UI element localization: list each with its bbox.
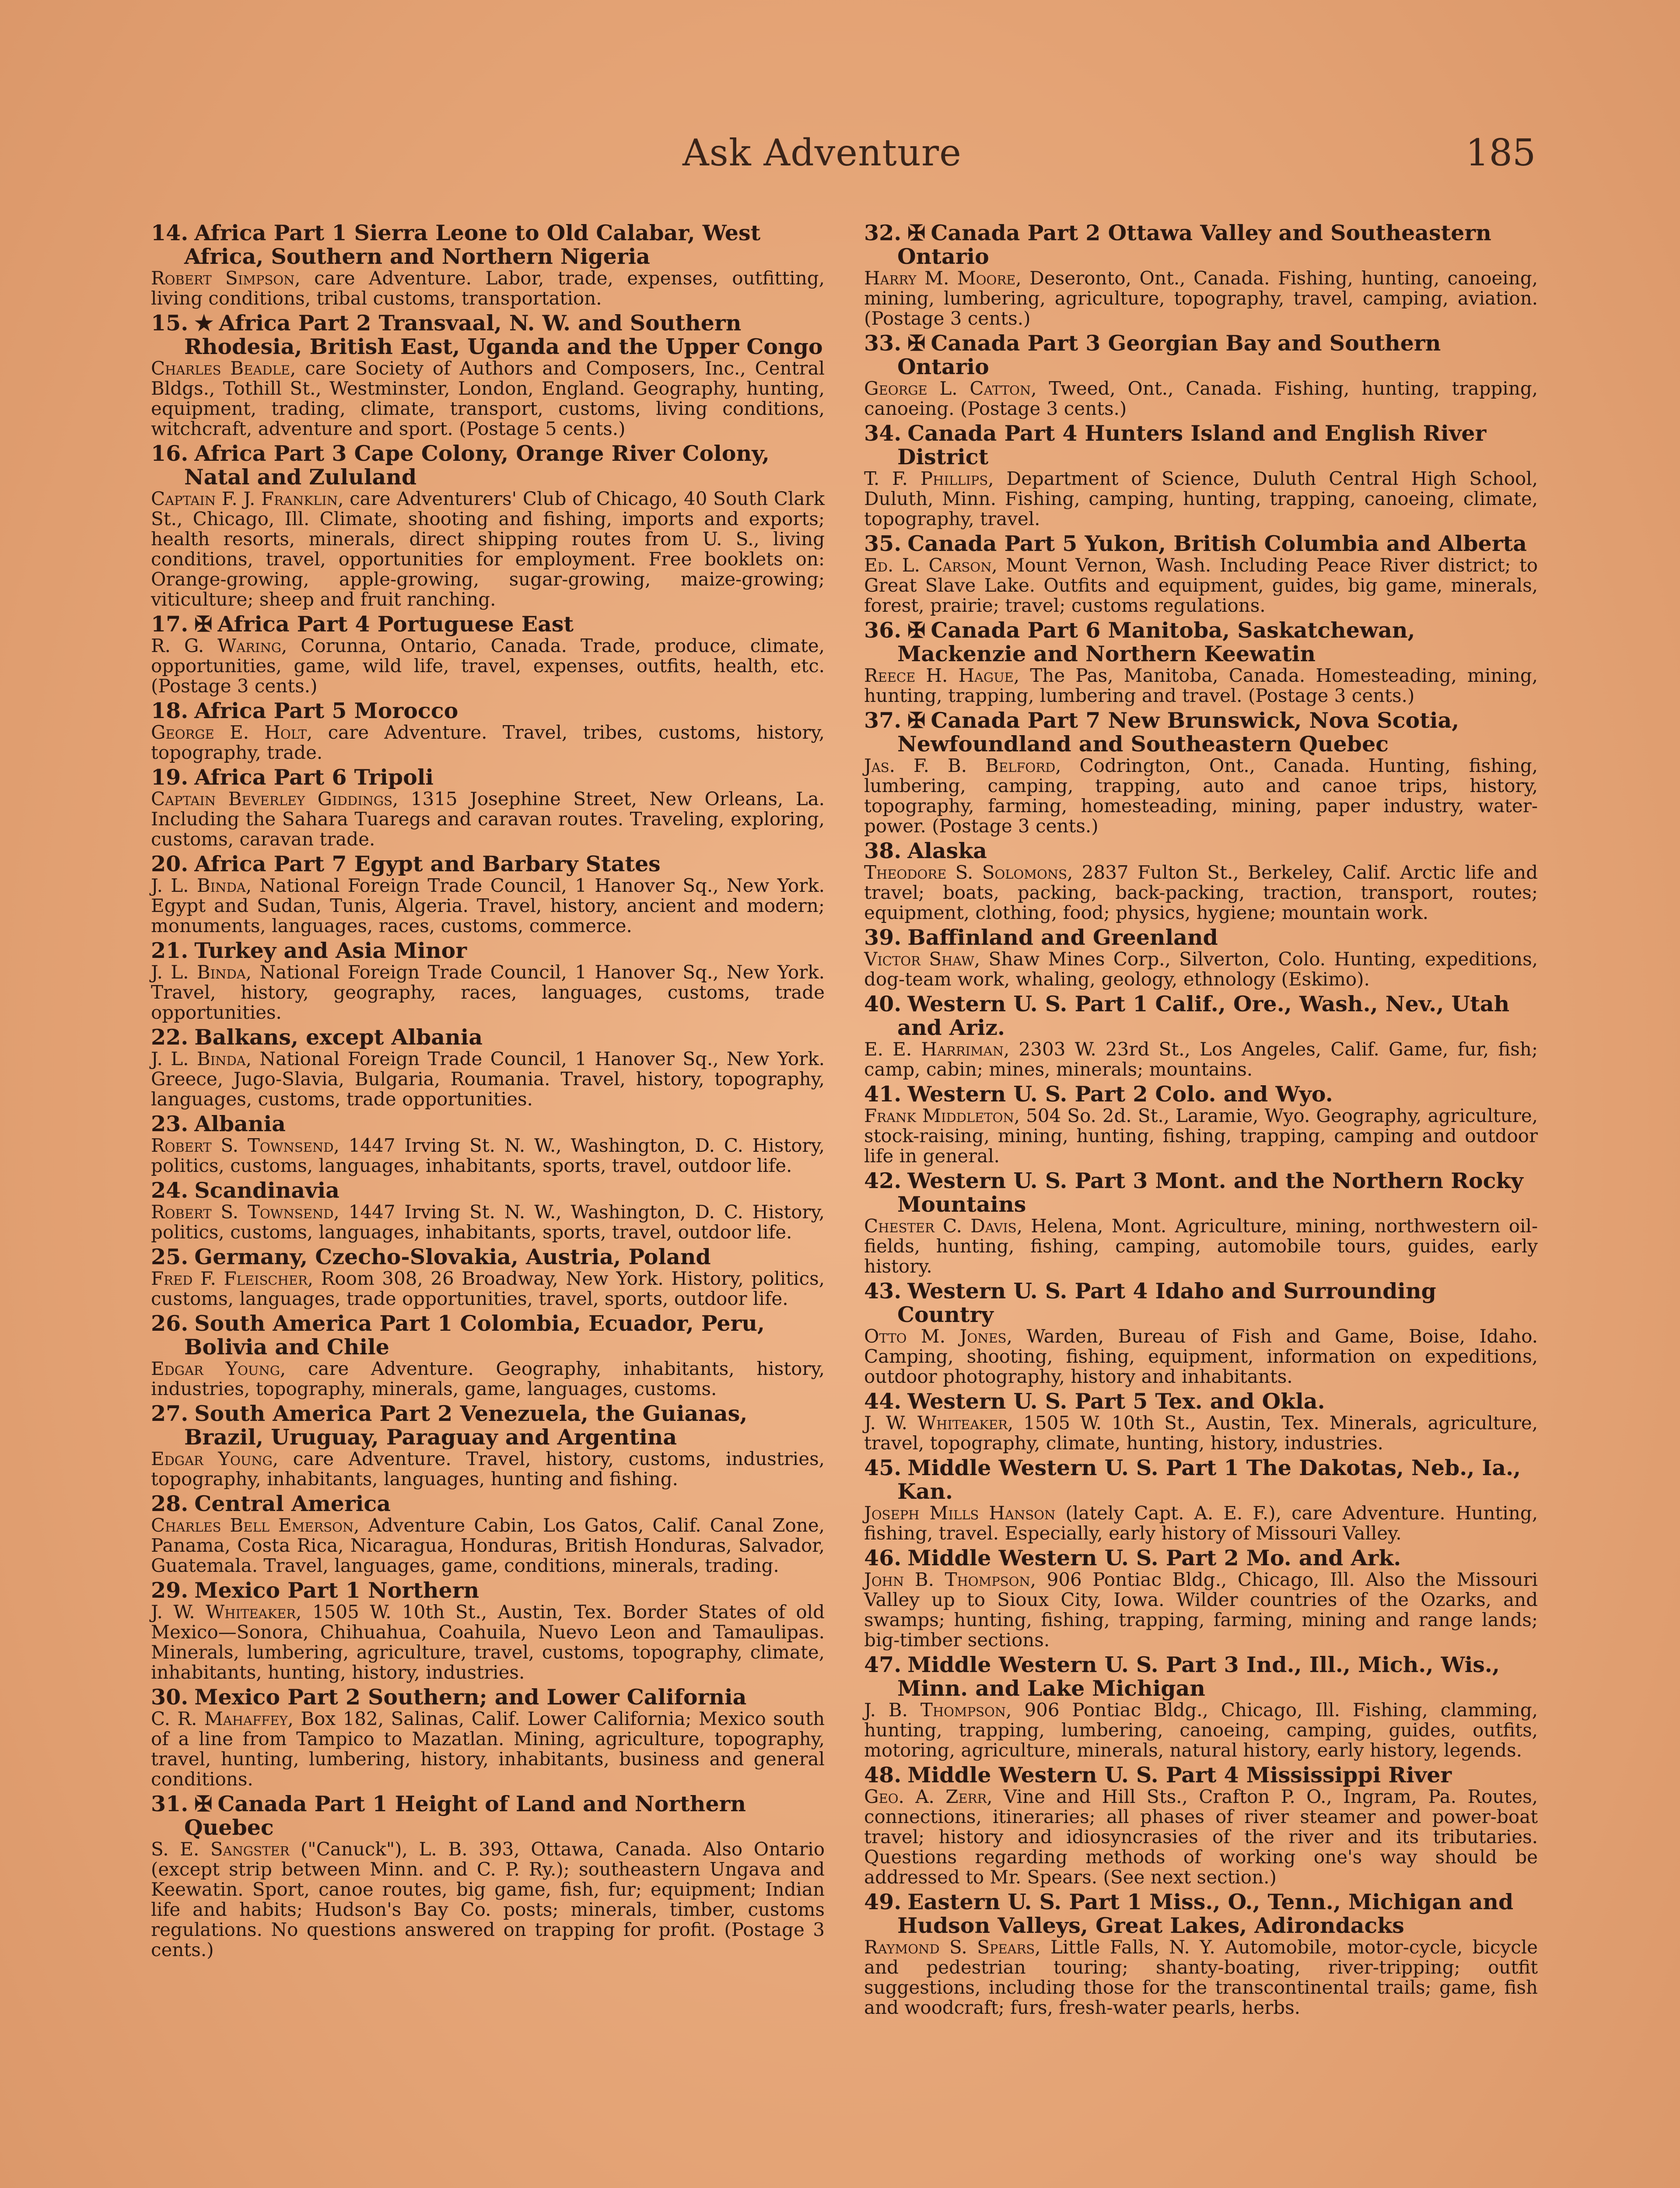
entry-title: Eastern U. S. Part 1 Miss., O., Tenn., Michigan and Hudson Valleys, Great Lakes, Adirondacks	[897, 1889, 1514, 1938]
entry-title: Africa Part 1 Sierra Leone to Old Calabar, West Africa, Southern and Northern Nigeria	[184, 220, 761, 269]
entry-title: Alaska	[907, 838, 987, 863]
entry-title: Turkey and Asia Minor	[194, 938, 467, 963]
entry-contact-name: J. W. Whiteaker	[151, 1601, 296, 1623]
entry-title: Africa Part 5 Morocco	[194, 698, 458, 723]
entry-description: , care Adventure. Geography, inhabitants, history, industries, topography, minerals, game, languages, customs.	[151, 1358, 825, 1399]
two-column-listing	[151, 221, 1538, 2188]
entry-body	[151, 1602, 825, 1683]
entry-body	[151, 1709, 825, 1789]
entry-contact-name: Robert S. Townsend	[151, 1201, 334, 1223]
entry-title: Baffinland and Greenland	[907, 925, 1218, 950]
entry-body	[151, 1839, 825, 1960]
entry-description: , care Adventure. Travel, tribes, customs, history, topography, trade.	[151, 722, 825, 763]
entry-contact-name: Raymond S. Spears	[864, 1936, 1035, 1958]
entry-heading	[151, 1178, 825, 1202]
entry-title: Canada Part 7 New Brunswick, Nova Scotia, Newfoundland and Southeastern Quebec	[897, 708, 1460, 757]
entry-description: , 1447 Irving St. N. W., Washington, D. C. History, politics, customs, languages, inhabitants, sports, travel, outdoor life.	[151, 1201, 825, 1243]
entry-heading	[864, 1456, 1538, 1503]
entry-number: 24.	[151, 1178, 189, 1203]
cross-icon: ✠	[907, 330, 926, 356]
entry-contact-name: J. L. Binda	[151, 875, 246, 896]
entry-title: Western U. S. Part 1 Calif., Ore., Wash., Nev., Utah and Ariz.	[897, 991, 1510, 1040]
entry-description: , National Foreign Trade Council, 1 Hanover Sq., New York. Egypt and Sudan, Tunis, Algeria. Travel, history, ancient and modern; monuments, languages, races, customs, commerce.	[151, 875, 825, 936]
entry-description: (lately Capt. A. E. F.), care Adventure. Hunting, fishing, travel. Especially, early history of Missouri Valley.	[864, 1502, 1538, 1544]
entry-number: 27.	[151, 1401, 189, 1426]
listing-entry	[151, 765, 825, 849]
entry-number: 25.	[151, 1244, 189, 1269]
entry-description: , Warden, Bureau of Fish and Game, Boise, Idaho. Camping, shooting, fishing, equipment, information on expeditions, outdoor photography, history and inhabitants.	[864, 1325, 1538, 1387]
entry-description: , Vine and Hill Sts., Crafton P. O., Ingram, Pa. Routes, connections, itineraries; all phases of river steamer and power-boat travel; history and idiosyncrasies of the river and its tributaries. Questions regarding methods of working one's way should be addressed to Mr. Spears. (See next section.)	[864, 1786, 1538, 1888]
entry-number: 29.	[151, 1578, 189, 1603]
listing-entry	[151, 1792, 825, 1960]
entry-title: Western U. S. Part 2 Colo. and Wyo.	[907, 1081, 1333, 1107]
entry-contact-name: Edgar Young	[151, 1358, 280, 1379]
entry-description: , Little Falls, N. Y. Automobile, motor-cycle, bicycle and pedestrian touring; shanty-boating, river-tripping; outfit suggestions, including those for the transcontinental trails; game, fish and woodcraft; furs, fresh-water pearls, herbs.	[864, 1936, 1538, 2018]
entry-number: 35.	[864, 531, 902, 556]
entry-body	[864, 469, 1538, 529]
entry-contact-name: Frank Middleton	[864, 1105, 1014, 1126]
entry-contact-name: Edgar Young	[151, 1448, 273, 1469]
page-header	[0, 131, 1680, 193]
entry-heading	[864, 1279, 1538, 1326]
listing-entry	[151, 1245, 825, 1309]
entry-title: Canada Part 4 Hunters Island and English River District	[897, 421, 1487, 470]
listing-entry	[864, 331, 1538, 419]
entry-body	[151, 722, 825, 763]
listing-entry	[151, 612, 825, 696]
entry-contact-name: R. G. Waring	[151, 635, 281, 656]
entry-title: South America Part 2 Venezuela, the Guianas, Brazil, Uruguay, Paraguay and Argentina	[184, 1401, 748, 1450]
entry-heading	[151, 852, 825, 876]
entry-title: Africa Part 3 Cape Colony, Orange River Colony, Natal and Zululand	[184, 441, 770, 490]
entry-description: , 1505 W. 10th St., Austin, Tex. Border States of old Mexico—Sonora, Chihuahua, Coahuila, Nuevo Leon and Tamaulipas. Minerals, lumbering, agriculture, travel, customs, topography, climate, inhabitants, hunting, history, industries.	[151, 1601, 825, 1683]
entry-description: , Codrington, Ont., Canada. Hunting, fishing, lumbering, camping, trapping, auto and canoe trips, history, topography, farming, homesteading, mining, paper industry, water-power. (Postage 3 cents.)	[864, 755, 1538, 837]
entry-number: 33.	[864, 330, 902, 356]
entry-body	[864, 268, 1538, 329]
entry-number: 15.	[151, 310, 189, 336]
entry-body	[864, 666, 1538, 706]
left-column	[151, 221, 825, 2188]
listing-entry	[864, 1389, 1538, 1453]
entry-description: , Box 182, Salinas, Calif. Lower California; Mexico south of a line from Tampico to Mazatlan. Mining, agriculture, topography, travel, hunting, lumbering, history, inhabitants, business and general conditions.	[151, 1708, 825, 1790]
entry-body	[151, 1049, 825, 1109]
entry-title: Africa Part 6 Tripoli	[194, 764, 434, 790]
listing-entry	[151, 939, 825, 1023]
entry-number: 19.	[151, 764, 189, 790]
entry-title: Middle Western U. S. Part 1 The Dakotas, Neb., Ia., Kan.	[897, 1455, 1521, 1504]
entry-body	[864, 1787, 1538, 1887]
entry-body	[864, 1106, 1538, 1166]
entry-title: Western U. S. Part 3 Mont. and the Northern Rocky Mountains	[897, 1168, 1523, 1217]
entry-contact-name: Captain Beverley Giddings	[151, 788, 392, 810]
entry-title: Western U. S. Part 4 Idaho and Surrounding Country	[897, 1278, 1436, 1327]
entry-number: 36.	[864, 617, 902, 643]
entry-contact-name: Reece H. Hague	[864, 665, 1014, 686]
entry-body	[864, 863, 1538, 923]
entry-contact-name: George E. Holt	[151, 722, 307, 743]
entry-title: Canada Part 6 Manitoba, Saskatchewan, Mackenzie and Northern Keewatin	[897, 617, 1415, 666]
entry-body	[151, 1136, 825, 1176]
entry-contact-name: John B. Thompson	[864, 1569, 1030, 1590]
entry-heading	[864, 926, 1538, 949]
entry-description: , care Adventure. Travel, history, customs, industries, topography, inhabitants, languages, hunting and fishing.	[151, 1448, 825, 1490]
listing-entry	[151, 1685, 825, 1789]
entry-contact-name: J. B. Thompson	[864, 1699, 1006, 1721]
entry-body	[864, 1326, 1538, 1387]
entry-contact-name: C. R. Mahaffey	[151, 1708, 288, 1729]
entry-description: , Corunna, Ontario, Canada. Trade, produce, climate, opportunities, game, wild life, travel, expenses, outfits, health, etc. (Postage 3 cents.)	[151, 635, 825, 697]
entry-title: South America Part 1 Colombia, Ecuador, Peru, Bolivia and Chile	[184, 1311, 765, 1360]
running-title: Ask Adventure	[682, 131, 962, 174]
entry-heading	[864, 1546, 1538, 1570]
entry-contact-name: E. E. Harriman	[864, 1038, 1004, 1060]
entry-number: 47.	[864, 1652, 902, 1677]
entry-heading	[864, 221, 1538, 268]
entry-number: 18.	[151, 698, 189, 723]
entry-title: Canada Part 5 Yukon, British Columbia and Alberta	[907, 531, 1527, 556]
entry-number: 41.	[864, 1081, 902, 1107]
page-number: 185	[1466, 131, 1536, 174]
entry-number: 22.	[151, 1024, 189, 1050]
entry-title: Canada Part 2 Ottawa Valley and Southeastern Ontario	[897, 220, 1491, 269]
entry-description: , National Foreign Trade Council, 1 Hanover Sq., New York. Greece, Jugo-Slavia, Bulgaria, Roumania. Travel, history, topography, languages, customs, trade opportunities.	[151, 1048, 825, 1110]
entry-contact-name: Fred F. Fleischer	[151, 1268, 308, 1289]
entry-number: 45.	[864, 1455, 902, 1480]
entry-number: 48.	[864, 1762, 902, 1788]
entry-title: Middle Western U. S. Part 4 Mississippi River	[907, 1762, 1452, 1788]
entry-heading	[151, 1492, 825, 1515]
entry-number: 28.	[151, 1491, 189, 1516]
entry-title: Scandinavia	[194, 1178, 340, 1203]
entry-heading	[864, 1890, 1538, 1937]
entry-number: 14.	[151, 220, 189, 245]
listing-entry	[864, 992, 1538, 1080]
entry-heading	[864, 1653, 1538, 1700]
entry-number: 49.	[864, 1889, 902, 1914]
entry-description: , 2303 W. 23rd St., Los Angeles, Calif. Game, fur, fish; camp, cabin; mines, minerals; mountains.	[864, 1038, 1538, 1080]
entry-contact-name: Theodore S. Solomons	[864, 862, 1067, 883]
entry-heading	[151, 442, 825, 489]
entry-heading	[151, 1685, 825, 1709]
entry-contact-name: J. W. Whiteaker	[864, 1412, 1008, 1434]
listing-entry	[864, 1279, 1538, 1387]
entry-number: 23.	[151, 1111, 189, 1136]
entry-title: Africa Part 2 Transvaal, N. W. and Southern Rhodesia, British East, Uganda and the Upper Congo	[184, 310, 823, 359]
entry-heading	[864, 532, 1538, 555]
cross-icon: ✠	[907, 220, 926, 245]
entry-body	[864, 1413, 1538, 1453]
entry-description: , National Foreign Trade Council, 1 Hanover Sq., New York. Travel, history, geography, races, languages, customs, trade opportunities.	[151, 961, 825, 1023]
entry-contact-name: J. L. Binda	[151, 1048, 246, 1069]
entry-heading	[864, 839, 1538, 863]
listing-entry	[864, 708, 1538, 836]
entry-body	[151, 1269, 825, 1309]
listing-entry	[151, 699, 825, 763]
entry-heading	[864, 331, 1538, 379]
entry-number: 37.	[864, 708, 902, 733]
entry-description: , 2837 Fulton St., Berkeley, Calif. Arctic life and travel; boats, packing, back-packing, traction, transport, routes; equipment, clothing, food; physics, hygiene; mountain work.	[864, 862, 1538, 923]
listing-entry	[151, 442, 825, 610]
entry-description: , Helena, Mont. Agriculture, mining, northwestern oil-fields, hunting, fishing, camping, automobile tours, guides, early history.	[864, 1215, 1538, 1277]
entry-heading	[151, 311, 825, 358]
entry-description: , Tweed, Ont., Canada. Fishing, hunting, trapping, canoeing. (Postage 3 cents.)	[864, 378, 1538, 419]
entry-body	[151, 268, 825, 309]
entry-heading	[151, 1578, 825, 1602]
entry-body	[864, 949, 1538, 989]
entry-number: 26.	[151, 1311, 189, 1336]
entry-body	[151, 1515, 825, 1576]
entry-description: , care Adventure. Labor, trade, expenses, outfitting, living conditions, tribal customs, transportation.	[151, 267, 825, 309]
entry-contact-name: S. E. Sangster	[151, 1838, 290, 1860]
entry-contact-name: J. L. Binda	[151, 961, 246, 983]
cross-icon: ✠	[907, 617, 926, 643]
entry-number: 46.	[864, 1545, 902, 1571]
entry-body	[864, 1700, 1538, 1760]
entry-description: , 1315 Josephine Street, New Orleans, La. Including the Sahara Tuaregs and caravan routes. Traveling, exploring, customs, caravan trade.	[151, 788, 825, 850]
entry-contact-name: Captain F. J. Franklin	[151, 488, 338, 509]
listing-entry	[864, 1653, 1538, 1760]
entry-number: 38.	[864, 838, 902, 863]
entry-body	[864, 379, 1538, 419]
entry-description: , care Society of Authors and Composers, Inc., Central Bldgs., Tothill St., Westminster, London, England. Geography, hunting, equipment, trading, climate, transport, customs, living conditions, witchcraft, adventure and sport. (Postage 5 cents.)	[151, 358, 825, 439]
entry-contact-name: Geo. A. Zerr	[864, 1786, 987, 1807]
entry-body	[864, 756, 1538, 836]
entry-body	[151, 789, 825, 849]
listing-entry	[151, 311, 825, 439]
listing-entry	[864, 1890, 1538, 2018]
listing-entry	[151, 1178, 825, 1242]
right-column	[864, 221, 1538, 2188]
entry-title: Balkans, except Albania	[194, 1024, 483, 1050]
entry-heading	[151, 1112, 825, 1136]
entry-body	[864, 1937, 1538, 2018]
entry-description: , 906 Pontiac Bldg., Chicago, Ill. Fishing, clamming, hunting, trapping, lumbering, canoeing, camping, guides, outfits, motoring, agriculture, minerals, natural history, early history, legends.	[864, 1699, 1538, 1761]
entry-body	[151, 1359, 825, 1399]
entry-description: , 504 So. 2d. St., Laramie, Wyo. Geography, agriculture, stock-raising, mining, hunting, fishing, trapping, camping and outdoor life in general.	[864, 1105, 1538, 1167]
entry-body	[151, 358, 825, 439]
listing-entry	[864, 1546, 1538, 1650]
listing-entry	[151, 1025, 825, 1109]
entry-body	[151, 1202, 825, 1242]
entry-body	[151, 962, 825, 1023]
entry-description: ("Canuck"), L. B. 393, Ottawa, Canada. Also Ontario (except strip between Minn. and C. P. Ry.); southeastern Ungava and Keewatin. Sport, canoe routes, big game, fish, fur; equipment; Indian life and habits; Hudson's Bay Co. posts; minerals, timber, customs regulations. No questions answered on trapping for profit. (Postage 3 cents.)	[151, 1838, 825, 1960]
listing-entry	[864, 1169, 1538, 1276]
entry-heading	[864, 618, 1538, 666]
entry-contact-name: Charles Beadle	[151, 358, 290, 379]
entry-body	[151, 876, 825, 936]
entry-contact-name: Victor Shaw	[864, 948, 974, 970]
entry-description: , 906 Pontiac Bldg., Chicago, Ill. Also the Missouri Valley up to Sioux City, Iowa. Wilder countries of the Ozarks, and swamps; hunting, fishing, trapping, farming, mining and range lands; big-timber sections.	[864, 1569, 1538, 1651]
entry-description: , Shaw Mines Corp., Silverton, Colo. Hunting, expeditions, dog-team work, whaling, geology, ethnology (Eskimo).	[864, 948, 1538, 990]
entry-title: Canada Part 3 Georgian Bay and Southern Ontario	[897, 330, 1441, 379]
entry-heading	[864, 1389, 1538, 1413]
listing-entry	[151, 1112, 825, 1176]
listing-entry	[151, 852, 825, 936]
entry-number: 17.	[151, 611, 189, 637]
listing-entry	[151, 221, 825, 309]
entry-number: 21.	[151, 938, 189, 963]
entry-body	[864, 1039, 1538, 1080]
listing-entry	[864, 421, 1538, 529]
entry-number: 20.	[151, 851, 189, 877]
entry-description: , 1505 W. 10th St., Austin, Tex. Minerals, agriculture, travel, topography, climate, hunting, history, industries.	[864, 1412, 1538, 1454]
entry-heading	[151, 1025, 825, 1049]
entry-contact-name: Ed. L. Carson	[864, 554, 992, 576]
entry-number: 39.	[864, 925, 902, 950]
star-icon: ★	[194, 310, 214, 336]
entry-heading	[864, 1169, 1538, 1216]
entry-contact-name: Charles Bell Emerson	[151, 1515, 354, 1536]
listing-entry	[151, 1402, 825, 1489]
listing-entry	[864, 618, 1538, 706]
cross-icon: ✠	[194, 611, 213, 637]
entry-title: Canada Part 1 Height of Land and Northern Quebec	[184, 1791, 746, 1840]
entry-description: , Mount Vernon, Wash. Including Peace River district; to Great Slave Lake. Outfits and equipment, guides, big game, minerals, forest, prairie; travel; customs regulations.	[864, 554, 1538, 616]
listing-entry	[864, 532, 1538, 616]
entry-description: , The Pas, Manitoba, Canada. Homesteading, mining, hunting, trapping, lumbering and travel. (Postage 3 cents.)	[864, 665, 1538, 706]
entry-heading	[151, 765, 825, 789]
entry-heading	[151, 612, 825, 636]
entry-contact-name: Robert Simpson	[151, 267, 295, 289]
entry-title: Germany, Czecho-Slovakia, Austria, Poland	[194, 1244, 711, 1269]
listing-entry	[864, 1763, 1538, 1887]
entry-number: 34.	[864, 421, 902, 446]
entry-title: Mexico Part 1 Northern	[194, 1578, 480, 1603]
entry-body	[151, 489, 825, 610]
entry-heading	[151, 1402, 825, 1449]
entry-heading	[151, 939, 825, 962]
entry-number: 32.	[864, 220, 902, 245]
entry-heading	[864, 421, 1538, 469]
entry-description: , 1447 Irving St. N. W., Washington, D. C. History, politics, customs, languages, inhabitants, sports, travel, outdoor life.	[151, 1135, 825, 1176]
entry-heading	[864, 992, 1538, 1039]
entry-contact-name: Robert S. Townsend	[151, 1135, 334, 1156]
entry-contact-name: Otto M. Jones	[864, 1325, 1007, 1347]
listing-entry	[864, 926, 1538, 989]
listing-entry	[864, 221, 1538, 329]
entry-contact-name: George L. Catton	[864, 378, 1031, 399]
entry-number: 43.	[864, 1278, 902, 1304]
entry-body	[864, 1216, 1538, 1276]
entry-body	[864, 1570, 1538, 1650]
entry-description: , Department of Science, Duluth Central High School, Duluth, Minn. Fishing, camping, hunting, trapping, canoeing, climate, topography, travel.	[864, 468, 1538, 529]
listing-entry	[151, 1492, 825, 1576]
entry-title: Middle Western U. S. Part 3 Ind., Ill., Mich., Wis., Minn. and Lake Michigan	[897, 1652, 1500, 1701]
entry-description: , care Adventurers' Club of Chicago, 40 South Clark St., Chicago, Ill. Climate, shooting and fishing, imports and exports; health resorts, minerals, direct shipping routes from U. S., living conditions, travel, opportunities for employment. Free booklets on: Orange-growing, apple-growing, sugar-growing, maize-growing; viticulture; sheep and fruit ranching.	[151, 488, 825, 610]
entry-number: 16.	[151, 441, 189, 466]
entry-contact-name: Joseph Mills Hanson	[864, 1502, 1056, 1524]
entry-body	[864, 1503, 1538, 1543]
entry-title: Africa Part 7 Egypt and Barbary States	[194, 851, 661, 877]
entry-heading	[151, 699, 825, 722]
entry-contact-name: T. F. Phillips	[864, 468, 988, 489]
entry-title: Albania	[194, 1111, 286, 1136]
entry-title: Africa Part 4 Portuguese East	[217, 611, 574, 637]
entry-body	[151, 636, 825, 696]
entry-body	[864, 555, 1538, 616]
cross-icon: ✠	[907, 708, 926, 733]
entry-contact-name: Harry M. Moore	[864, 267, 1016, 289]
entry-contact-name: Chester C. Davis	[864, 1215, 1017, 1237]
entry-heading	[864, 1763, 1538, 1787]
entry-title: Central America	[194, 1491, 391, 1516]
entry-number: 31.	[151, 1791, 189, 1816]
entry-contact-name: Jas. F. B. Belford	[864, 755, 1056, 776]
entry-heading	[864, 1082, 1538, 1106]
entry-title: Mexico Part 2 Southern; and Lower California	[194, 1684, 747, 1710]
entry-number: 44.	[864, 1389, 902, 1414]
entry-title: Middle Western U. S. Part 2 Mo. and Ark.	[907, 1545, 1401, 1571]
listing-entry	[151, 1311, 825, 1399]
listing-entry	[864, 839, 1538, 923]
entry-description: , Adventure Cabin, Los Gatos, Calif. Canal Zone, Panama, Costa Rica, Nicaragua, Honduras, British Honduras, Salvador, Guatemala. Travel, languages, game, conditions, minerals, trading.	[151, 1515, 825, 1576]
entry-heading	[151, 1245, 825, 1269]
entry-description: , Room 308, 26 Broadway, New York. History, politics, customs, languages, trade opportunities, travel, sports, outdoor life.	[151, 1268, 825, 1309]
listing-entry	[151, 1578, 825, 1683]
entry-heading	[151, 1792, 825, 1839]
entry-number: 30.	[151, 1684, 189, 1710]
entry-title: Western U. S. Part 5 Tex. and Okla.	[907, 1389, 1325, 1414]
entry-number: 42.	[864, 1168, 902, 1193]
entry-heading	[864, 708, 1538, 756]
cross-icon: ✠	[194, 1791, 213, 1816]
listing-entry	[864, 1456, 1538, 1543]
entry-number: 40.	[864, 991, 902, 1017]
entry-heading	[151, 1311, 825, 1359]
entry-body	[151, 1449, 825, 1489]
entry-description: , Deseronto, Ont., Canada. Fishing, hunting, canoeing, mining, lumbering, agriculture, topography, travel, camping, aviation. (Postage 3 cents.)	[864, 267, 1538, 329]
listing-entry	[864, 1082, 1538, 1166]
entry-heading	[151, 221, 825, 268]
